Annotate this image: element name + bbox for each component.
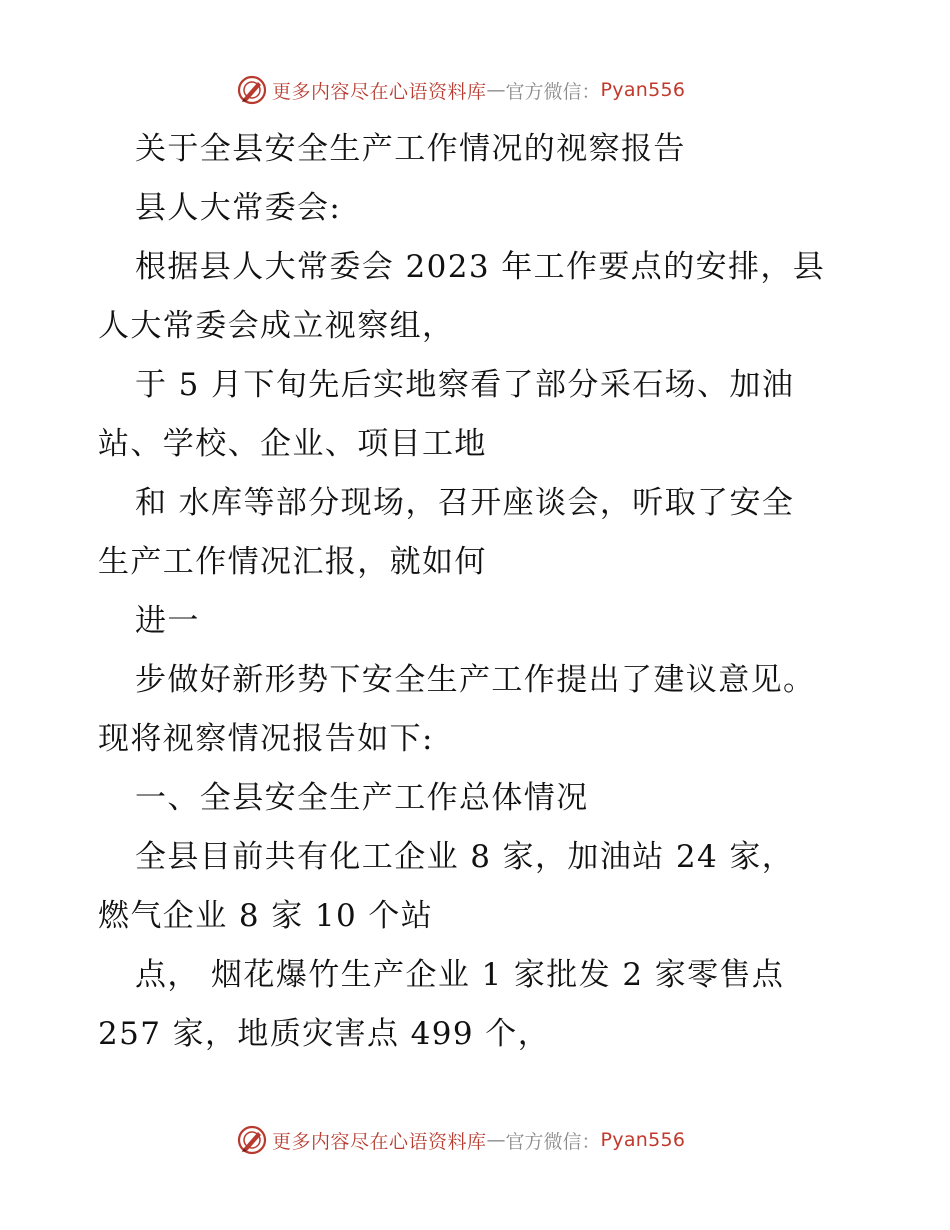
body-line: 根据县人大常委会 2023 年工作要点的安排，县 (135, 249, 826, 285)
footer-watermark (236, 1123, 685, 1157)
watermark-separator: — (486, 1129, 506, 1151)
body-line: 人大常委会成立视察组， (98, 308, 455, 344)
body-line: 现将视察情况报告如下: (98, 721, 434, 757)
watermark-separator: — (486, 79, 506, 101)
header-watermark (236, 73, 685, 107)
body-line: 于 5 月下旬先后实地察看了部分采石场、加油 (135, 367, 795, 403)
watermark-brand-text: 更多内容尽在心语资料库 (272, 1130, 487, 1153)
document-title: 关于全县安全生产工作情况的视察报告 (135, 131, 686, 167)
body-line: 和 水库等部分现场，召开座谈会，听取了安全 (135, 485, 795, 521)
salutation: 县人大常委会: (135, 190, 342, 226)
section-heading: 一、全县安全生产工作总体情况 (135, 780, 589, 816)
body-line: 燃气企业 8 家 10 个站 (98, 898, 434, 934)
body-line: 点， 烟花爆竹生产企业 1 家批发 2 家零售点 (135, 957, 785, 993)
body-line: 257 家，地质灾害点 499 个， (98, 1016, 551, 1052)
pen-logo-icon (236, 1124, 268, 1156)
watermark-wechat-id: Pyan556 (600, 79, 686, 101)
watermark-wechat-id: Pyan556 (600, 1129, 686, 1151)
body-line: 全县目前共有化工企业 8 家，加油站 24 家， (135, 839, 795, 875)
pen-logo-icon (236, 74, 268, 106)
document-body (98, 120, 858, 1064)
watermark-wechat-label: 官方微信： (505, 80, 601, 103)
body-line: 步做好新形势下安全生产工作提出了建议意见。 (135, 662, 816, 698)
body-line: 站、学校、企业、项目工地 (98, 426, 487, 462)
watermark-brand-text: 更多内容尽在心语资料库 (272, 80, 487, 103)
watermark-wechat-label: 官方微信： (505, 1130, 601, 1153)
body-line: 进一 (135, 603, 200, 639)
body-line: 生产工作情况汇报，就如何 (98, 544, 487, 580)
